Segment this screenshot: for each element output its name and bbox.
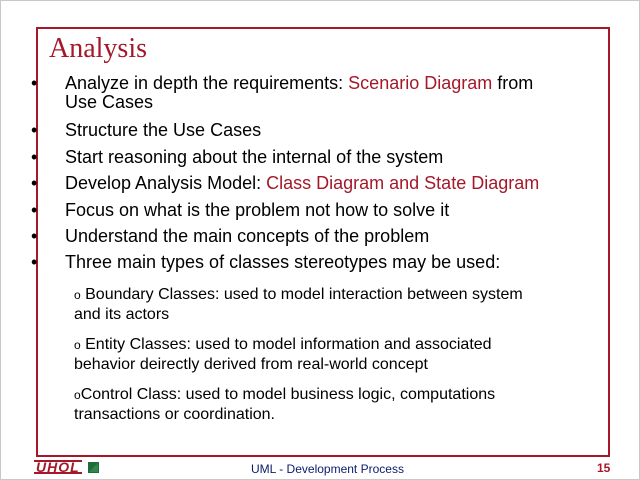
sub-bullet-item [74,285,604,324]
bullet-highlight: Class Diagram and State Diagram [266,173,540,194]
bullet-highlight: Scenario Diagram [348,73,493,93]
bullet-marker: • [31,252,38,273]
bullet-marker: • [31,120,38,141]
bullet-text: Understand the main concepts of the problem [65,226,430,247]
sub-bullet-text-continuation: transactions or coordination. [74,406,275,423]
sub-bullet-marker: o [74,388,81,402]
bullet-item [27,249,607,275]
sub-bullet-text: Entity Classes: used to model information and associated [80,336,492,353]
page-number: 15 [597,461,611,475]
bullet-text: Three main types of classes stereotypes may be used: [65,252,501,273]
sub-bullet-text: Boundary Classes: used to model interaction between system [80,286,523,303]
logo-mark-icon [88,462,99,473]
bullet-marker: • [31,173,38,194]
bullet-marker: • [31,199,38,220]
bullet-marker: • [31,73,38,93]
bullet-item [27,70,607,112]
sub-bullet-text-continuation: and its actors [74,306,170,323]
slide-title: Analysis [45,31,151,67]
sub-bullet-marker: o [74,338,81,352]
bullet-text: Develop Analysis Model: [65,173,267,194]
bullet-text-continuation: Use Cases [65,92,154,113]
footer-title: UML - Development Process [251,462,404,476]
bullet-text: Analyze in depth the requirements: [65,73,349,93]
footer-logo [34,460,99,474]
bullet-text: Focus on what is the problem not how to solve it [65,199,450,220]
bullet-item [27,223,607,249]
bullet-text: Start reasoning about the internal of the system [65,146,444,167]
bullet-marker: • [31,226,38,247]
bullet-item [27,197,607,223]
sub-bullet-item [74,335,604,374]
sub-bullet-text: Control Class: used to model business logic, computations [80,386,496,403]
bullet-item [27,144,607,170]
bullet-text: Structure the Use Cases [65,120,262,141]
bullet-item [27,170,607,196]
logo-wordmark: UHOL [36,459,80,475]
bullet-marker: • [31,146,38,167]
sub-bullet-list [74,285,604,435]
sub-bullet-item [74,385,604,424]
bullet-text: from [492,73,534,93]
sub-bullet-marker: o [74,288,81,302]
sub-bullet-text-continuation: behavior deirectly derived from real-world concept [74,356,428,373]
bullet-item [27,117,607,143]
bullet-list [27,70,607,276]
